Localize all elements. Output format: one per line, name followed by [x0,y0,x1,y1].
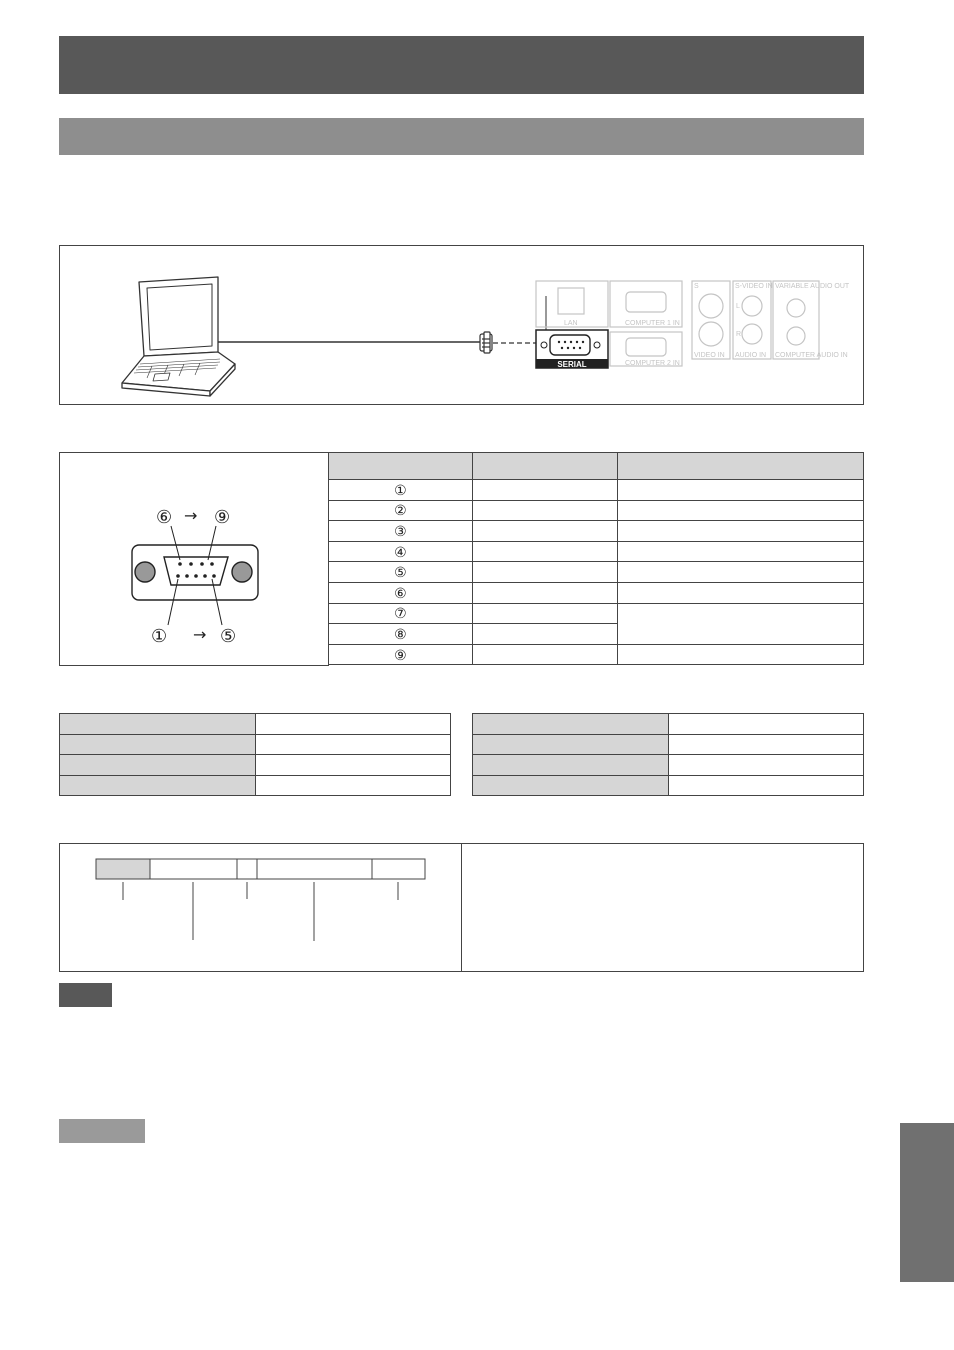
pin-label-top-right: ⑨ [214,507,231,528]
note-tag [59,983,112,1007]
audio-in-label: AUDIO IN [735,352,767,359]
command-format-diagram [60,844,460,971]
svideo-in-label: S-VIDEO IN [735,283,773,290]
table-row [329,603,864,624]
audio-r-label: R [736,331,742,338]
table-row [60,755,451,776]
serial-port [536,330,608,369]
computer2-label: COMPUTER 2 IN [625,360,680,367]
table-row [473,734,864,755]
pin-number: ⑨ [329,644,473,665]
pin-assignment-table [328,452,864,665]
table-row [60,714,451,735]
computer-audio-in-label: COMPUTER AUDIO IN [775,352,848,359]
table-row [473,775,864,796]
pin-number: ⑧ [329,624,473,645]
pin-label-bottom-left: ① [151,626,168,647]
pin-number: ④ [329,541,473,562]
pin-arrow-top: → [184,506,198,525]
table-row [329,644,864,665]
table-row [329,541,864,562]
pin-number: ⑤ [329,562,473,583]
table-row [329,480,864,501]
variable-audio-out-label: VARIABLE AUDIO OUT [775,283,850,290]
table-row [329,582,864,603]
table-row [473,755,864,776]
cable-connector [480,332,492,353]
table-row [60,734,451,755]
condition-table-left [59,713,451,796]
attention-tag [59,1119,145,1143]
table-row [473,714,864,735]
table-header-row [329,453,864,480]
side-chapter-tab [900,1123,954,1282]
db9-connector-diagram [60,453,328,665]
lan-label: LAN [564,320,578,327]
audio-l-label: L [736,303,740,310]
pin-layout-frame [59,452,329,666]
connection-diagram [60,246,863,404]
table-row [60,775,451,796]
pin-number: ⑥ [329,582,473,603]
frame-divider [461,844,462,971]
connection-diagram-frame [59,245,864,405]
condition-table-right [472,713,864,796]
serial-label: SERIAL [557,360,587,369]
chapter-header-bar [59,36,864,94]
table-row [329,562,864,583]
svideo-label: S [694,283,699,290]
pin-arrow-bottom: → [193,625,207,644]
command-format-frame [59,843,864,972]
video-in-label: VIDEO IN [694,352,725,359]
computer1-label: COMPUTER 1 IN [625,320,680,327]
pin-label-top-left: ⑥ [156,507,173,528]
laptop-icon [122,277,235,396]
pin-label-bottom-right: ⑤ [220,626,237,647]
table-row [329,521,864,542]
pin-number: ② [329,500,473,521]
section-header-bar [59,118,864,155]
pin-number: ⑦ [329,603,473,624]
pin-number: ① [329,480,473,501]
table-row [329,500,864,521]
pin-number: ③ [329,521,473,542]
